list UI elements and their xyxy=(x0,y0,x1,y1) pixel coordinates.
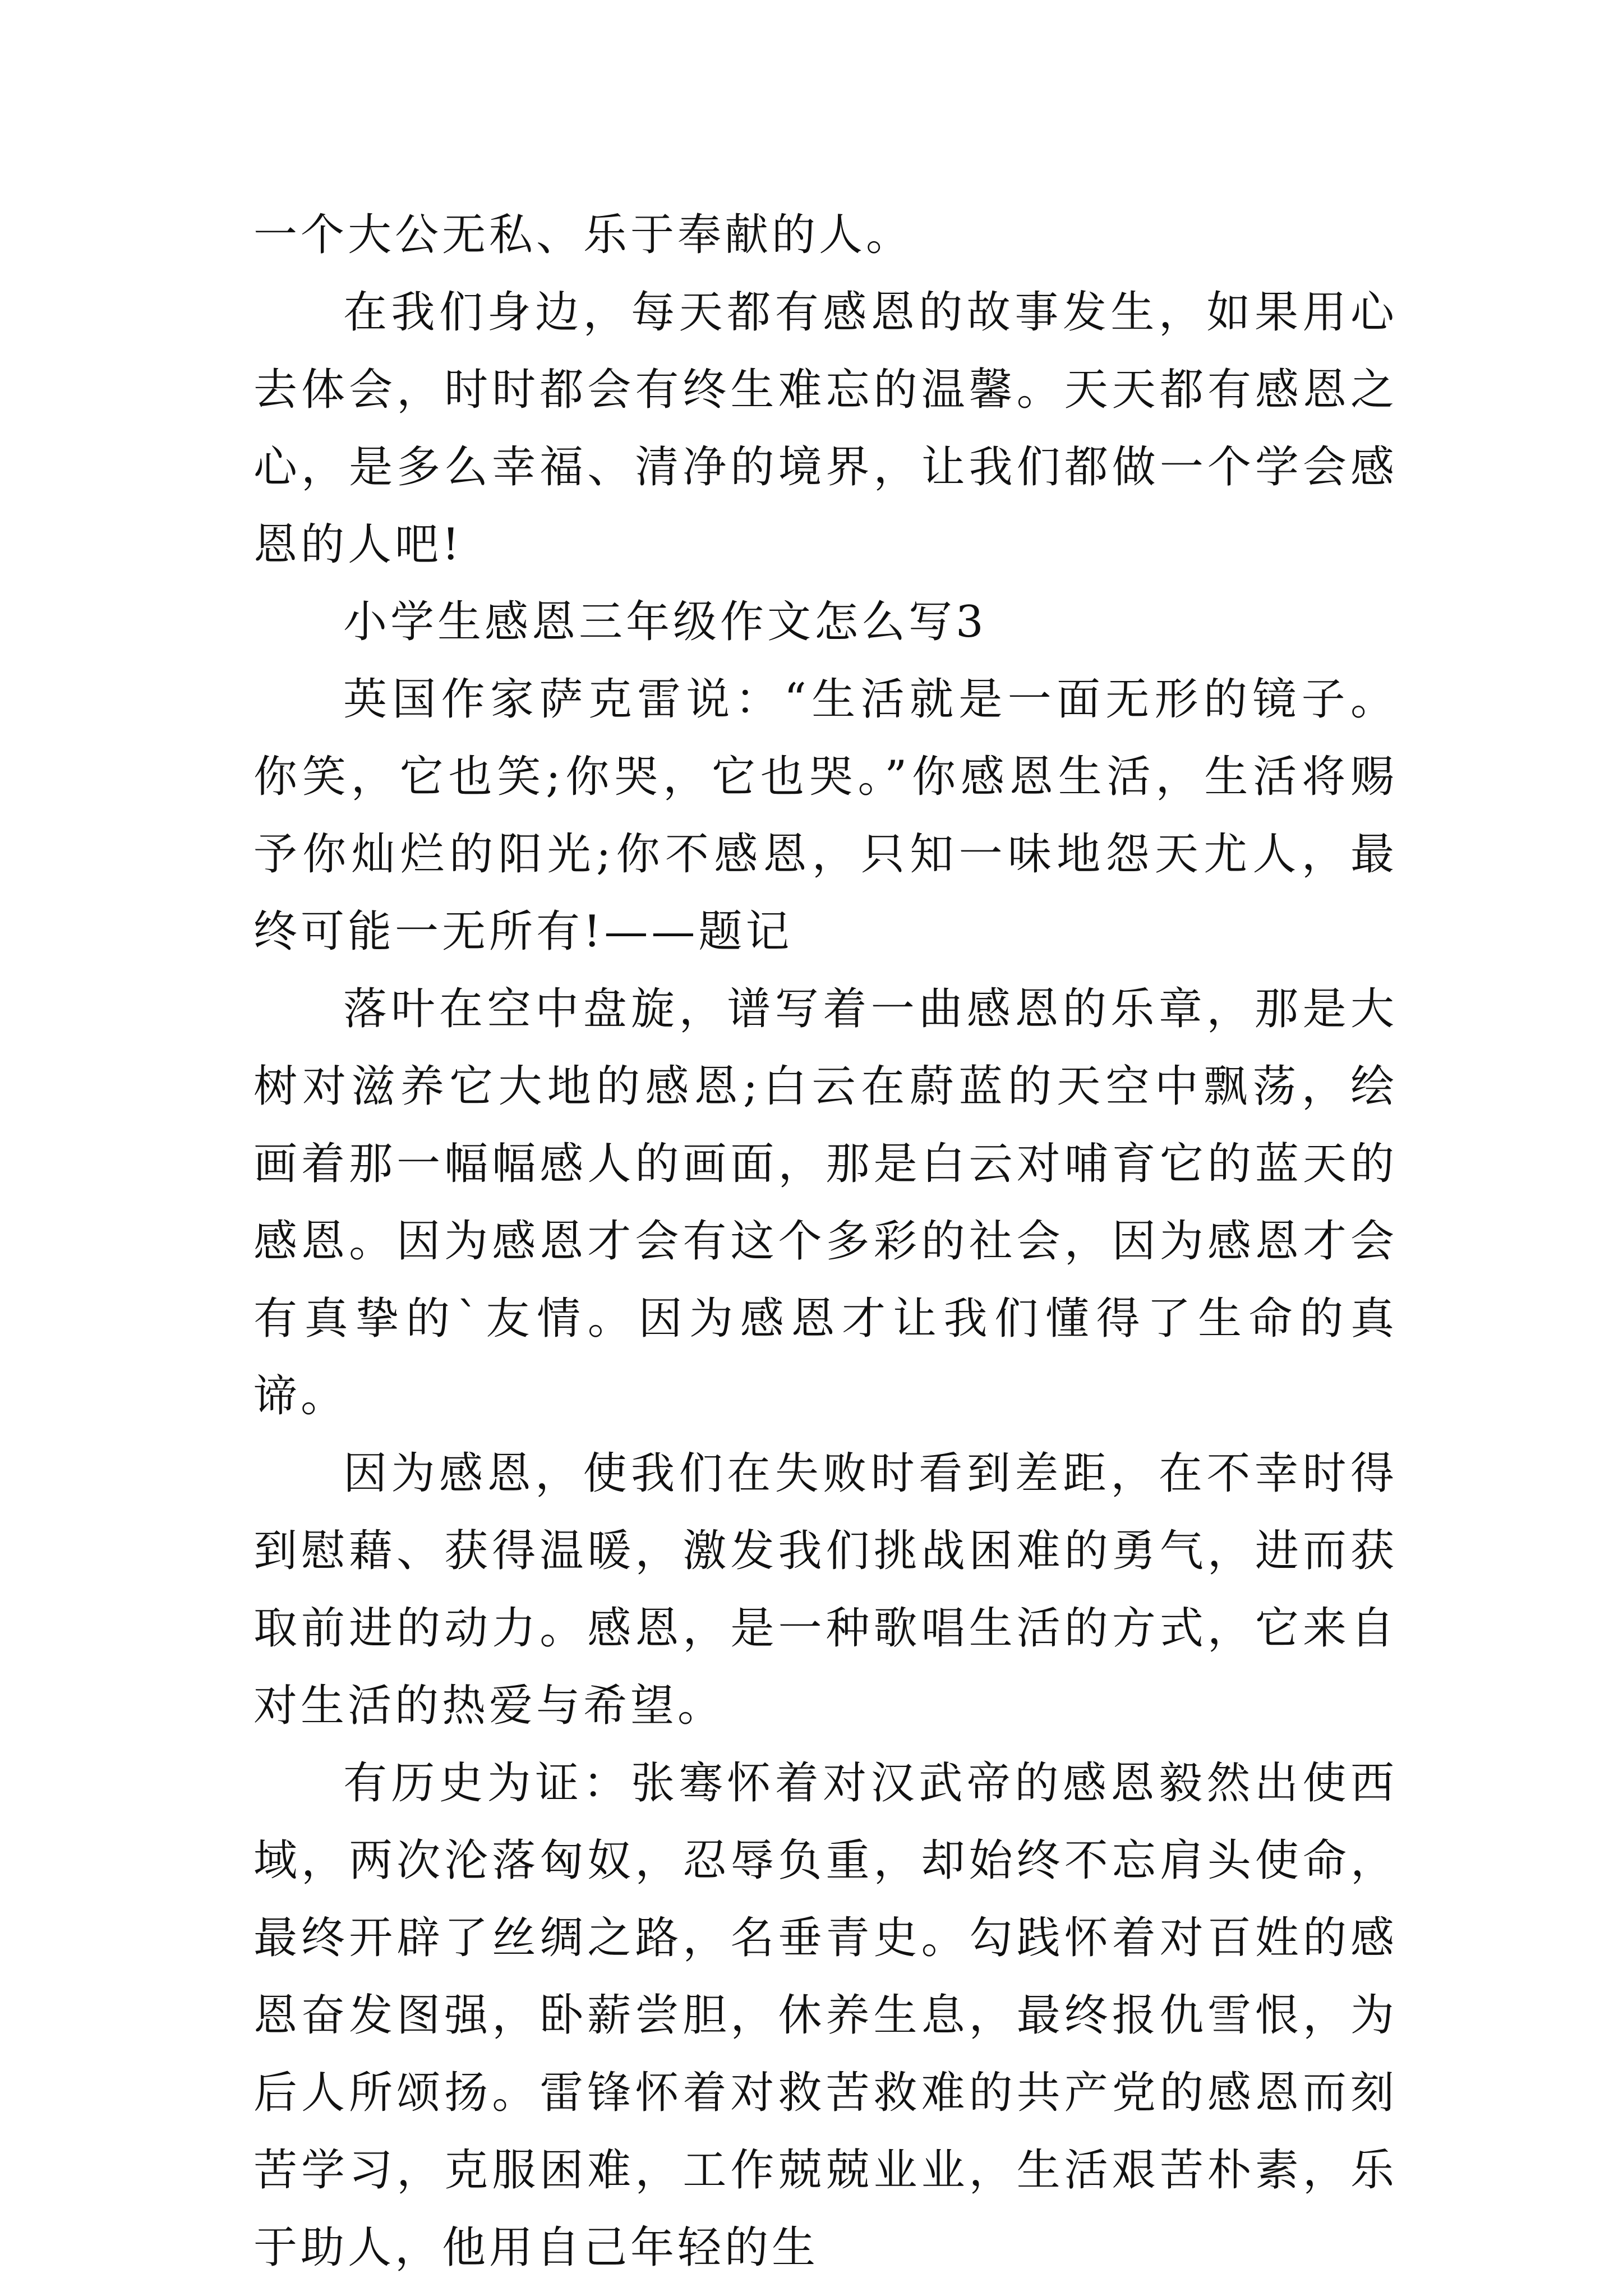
paragraph-history-proof: 有历史为证：张骞怀着对汉武帝的感恩毅然出使西域，两次沦落匈奴，忍辱负重，却始终不忘肩头使命，最终开辟了丝绸之路，名垂青史。勾践怀着对百姓的感恩奋发图强，卧薪尝胆，休养生息，最终报仇雪恨，为后人所颂扬。雷锋怀着对救苦救难的共产党的感恩而刻苦学习，克服困难，工作兢兢业业，生活艰苦朴素，乐于助人，他用自己年轻的生 xyxy=(253,1758,1398,2273)
paragraph-because-gratitude: 因为感恩，使我们在失败时看到差距，在不幸时得到慰藉、获得温暖，激发我们挑战困难的勇气，进而获取前进的动力。感恩，是一种歌唱生活的方式，它来自对生活的热爱与希望。 xyxy=(253,1448,1398,1731)
paragraph-continuation: 一个大公无私、乐于奉献的人。 xyxy=(253,210,914,260)
document-body xyxy=(253,196,1398,2286)
paragraph-gratitude-stories: 在我们身边，每天都有感恩的故事发生，如果用心去体会，时时都会有终生难忘的温馨。天天都有感恩之心，是多么幸福、清净的境界，让我们都做一个学会感恩的人吧! xyxy=(253,287,1398,570)
essay-heading-3: 小学生感恩三年级作文怎么写3 xyxy=(343,597,987,647)
paragraph-thackeray-quote: 英国作家萨克雷说：“生活就是一面无形的镜子。你笑，它也笑;你哭，它也哭。”你感恩生活，生活将赐予你灿烂的阳光;你不感恩，只知一味地怨天尤人，最终可能一无所有!——题记 xyxy=(253,674,1398,957)
paragraph-falling-leaves: 落叶在空中盘旋，谱写着一曲感恩的乐章，那是大树对滋养它大地的感恩;白云在蔚蓝的天空中飘荡，绘画着那一幅幅感人的画面，那是白云对哺育它的蓝天的感恩。因为感恩才会有这个多彩的社会，因为感恩才会有真挚的`友情。因为感恩才让我们懂得了生命的真谛。 xyxy=(253,984,1398,1421)
